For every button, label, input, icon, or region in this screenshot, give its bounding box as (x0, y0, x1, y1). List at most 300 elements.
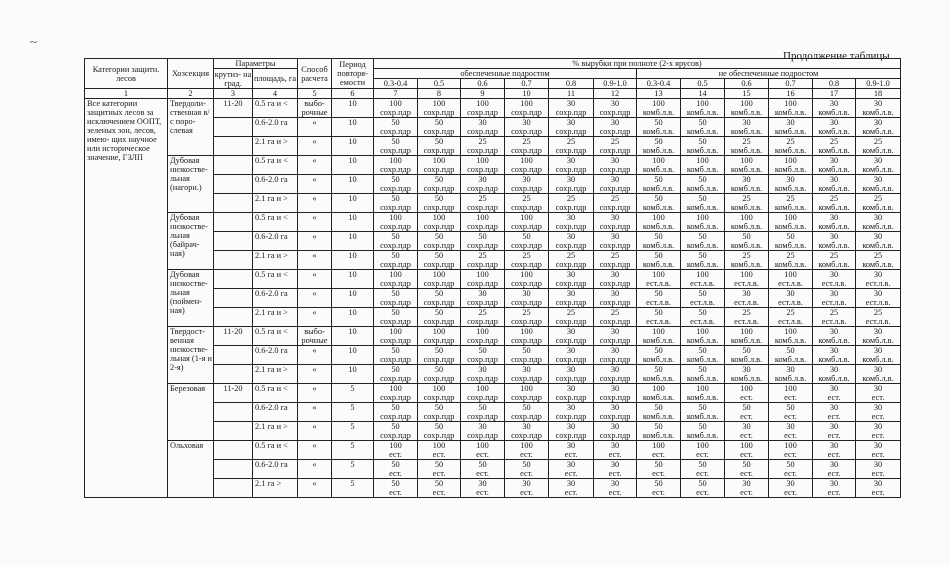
value-cell (769, 251, 813, 270)
slope-cell (214, 232, 253, 251)
value-cell (637, 270, 681, 289)
value-cell (813, 137, 856, 156)
value-cell (681, 213, 725, 232)
cut-percent: 30 (566, 403, 576, 412)
value-cell (374, 270, 418, 289)
slope-cell (214, 156, 253, 175)
regeneration-type: комб.л.в. (818, 108, 850, 117)
regeneration-type: комб.л.в. (818, 184, 850, 193)
value-cell (461, 194, 505, 213)
regeneration-type: комб.л.в. (818, 260, 850, 269)
cut-percent: 30 (786, 289, 795, 298)
period-cell: 10 (332, 99, 374, 118)
value-cell (549, 384, 594, 403)
regeneration-type: комб.л.в. (642, 184, 675, 193)
section-cell: Твердост- венная низкостве- льная (1-я и 2-я) (168, 327, 214, 384)
value-cell (594, 194, 637, 213)
value-cell (813, 422, 856, 441)
cut-percent: 25 (829, 251, 839, 260)
regeneration-type: комб.л.в. (686, 355, 719, 364)
cut-percent: 30 (829, 479, 839, 488)
regeneration-type: сохр.пдр (599, 374, 631, 383)
cut-percent: 25 (478, 137, 487, 146)
value-cell (549, 403, 594, 422)
cut-percent: 50 (478, 346, 487, 355)
regeneration-type: ест.л.в. (778, 298, 803, 307)
regeneration-type: комб.л.в. (730, 146, 763, 155)
method-cell: « (298, 232, 332, 251)
cut-percent: 100 (520, 384, 533, 393)
value-cell (856, 156, 901, 175)
value-cell (418, 232, 461, 251)
value-cell (461, 422, 505, 441)
value-cell (549, 156, 594, 175)
value-cell (856, 365, 901, 384)
regeneration-type: ест.л.в. (690, 279, 715, 288)
regeneration-type: комб.л.в. (774, 336, 807, 345)
cut-percent: 100 (740, 327, 753, 336)
regeneration-type: сохр.пдр (555, 241, 587, 250)
regeneration-type: сохр.пдр (599, 317, 631, 326)
value-cell (769, 308, 813, 327)
value-cell (549, 175, 594, 194)
cut-percent: 100 (389, 156, 402, 165)
cut-percent: 30 (742, 365, 751, 374)
cutting-table (84, 58, 901, 498)
cut-percent: 100 (696, 213, 709, 222)
value-cell (856, 403, 901, 422)
regeneration-type: сохр.пдр (467, 317, 498, 326)
cut-percent: 25 (742, 308, 751, 317)
cut-percent: 100 (520, 156, 533, 165)
regeneration-type: сохр.пдр (599, 412, 631, 421)
cut-percent: 100 (740, 384, 753, 393)
method-cell: выбо- рочные (298, 327, 332, 346)
cut-percent: 100 (784, 156, 797, 165)
value-cell (418, 289, 461, 308)
value-cell (461, 213, 505, 232)
regeneration-type: сохр.пдр (511, 336, 542, 345)
value-cell (461, 460, 505, 479)
regeneration-type: комб.л.в. (774, 165, 807, 174)
value-cell (461, 327, 505, 346)
regeneration-type: ест.л.в. (646, 317, 671, 326)
cut-percent: 100 (432, 384, 446, 393)
cut-percent: 100 (740, 156, 753, 165)
regeneration-type: сохр.пдр (555, 108, 587, 117)
area-cell: 0.5 га и < (253, 156, 298, 175)
regeneration-type: комб.л.в. (642, 336, 675, 345)
regeneration-type: ест. (564, 469, 578, 478)
cut-percent: 25 (873, 137, 883, 146)
cut-percent: 30 (873, 213, 883, 222)
value-cell (505, 479, 549, 498)
regeneration-type: ест. (564, 488, 578, 497)
cut-percent: 100 (520, 213, 533, 222)
regeneration-type: сохр.пдр (467, 336, 498, 345)
cut-percent: 30 (566, 441, 576, 450)
column-number: 14 (681, 89, 725, 99)
regeneration-type: сохр.пдр (599, 279, 631, 288)
cut-percent: 50 (478, 232, 487, 241)
regeneration-type: ест. (696, 488, 709, 497)
value-cell (681, 99, 725, 118)
cut-percent: 30 (829, 175, 839, 184)
column-number: 18 (856, 89, 901, 99)
cut-percent: 100 (432, 441, 446, 450)
cut-percent: 50 (786, 232, 795, 241)
cut-percent: 30 (478, 118, 487, 127)
value-cell (769, 403, 813, 422)
cut-percent: 50 (698, 308, 707, 317)
regeneration-type: ест. (520, 469, 533, 478)
regeneration-type: комб.л.в. (818, 127, 850, 136)
regeneration-type: комб.л.в. (730, 336, 763, 345)
cut-percent: 50 (522, 403, 531, 412)
cut-percent: 30 (873, 289, 883, 298)
value-cell (374, 441, 418, 460)
value-cell (769, 346, 813, 365)
cut-percent: 50 (434, 422, 444, 431)
column-number: 10 (505, 89, 549, 99)
value-cell (725, 441, 769, 460)
value-cell (461, 403, 505, 422)
value-cell (594, 99, 637, 118)
period-cell: 10 (332, 308, 374, 327)
slope-cell: 11-20 (214, 327, 253, 346)
regeneration-type: комб.л.в. (730, 222, 763, 231)
area-cell: 0.6-2.0 га (253, 403, 298, 422)
slope-cell: 11-20 (214, 99, 253, 118)
slope-cell (214, 365, 253, 384)
value-cell (418, 118, 461, 137)
cut-percent: 25 (786, 194, 795, 203)
value-cell (637, 403, 681, 422)
cut-percent: 30 (829, 99, 839, 108)
value-cell (505, 194, 549, 213)
period-cell: 10 (332, 194, 374, 213)
cut-percent: 25 (786, 137, 795, 146)
value-cell (637, 308, 681, 327)
cut-percent: 30 (829, 232, 839, 241)
area-cell: 0.6-2.0 га (253, 118, 298, 137)
cut-percent: 50 (698, 232, 707, 241)
cut-percent: 25 (786, 251, 795, 260)
value-cell (725, 308, 769, 327)
cut-percent: 30 (786, 479, 795, 488)
method-cell: « (298, 137, 332, 156)
header-section: Хозсекция (168, 59, 214, 89)
value-cell (725, 460, 769, 479)
slope-cell (214, 251, 253, 270)
cut-percent: 100 (784, 213, 797, 222)
method-cell: « (298, 460, 332, 479)
cut-percent: 50 (698, 479, 707, 488)
cut-percent: 30 (566, 270, 576, 279)
cut-percent: 100 (696, 441, 709, 450)
regeneration-type: ест. (871, 469, 885, 478)
regeneration-type: ест. (827, 393, 841, 402)
cut-percent: 30 (566, 365, 576, 374)
method-cell: « (298, 365, 332, 384)
cut-percent: 50 (522, 232, 531, 241)
section-cell: Березовая (168, 384, 214, 441)
cut-percent: 100 (740, 213, 753, 222)
value-cell (418, 194, 461, 213)
regeneration-type: ест. (652, 469, 665, 478)
regeneration-type: сохр.пдр (380, 146, 411, 155)
header-slope: крутиз- на град. (214, 69, 252, 88)
regeneration-type: ест. (827, 412, 841, 421)
regeneration-type: сохр.пдр (380, 336, 411, 345)
cut-percent: 100 (476, 99, 489, 108)
area-cell: 0.5 га и < (253, 270, 298, 289)
value-cell (769, 422, 813, 441)
regeneration-type: сохр.пдр (555, 127, 587, 136)
cut-percent: 50 (654, 346, 663, 355)
regeneration-type: сохр.пдр (511, 298, 542, 307)
regeneration-type: сохр.пдр (423, 298, 455, 307)
cut-percent: 50 (742, 403, 751, 412)
value-cell (637, 479, 681, 498)
value-cell (594, 232, 637, 251)
column-number: 11 (549, 89, 594, 99)
method-cell: « (298, 384, 332, 403)
cut-percent: 25 (522, 308, 531, 317)
period-cell: 5 (332, 460, 374, 479)
regeneration-type: сохр.пдр (467, 431, 498, 440)
cut-percent: 50 (522, 346, 531, 355)
regeneration-type: комб.л.в. (862, 184, 894, 193)
regeneration-type: ест. (389, 469, 402, 478)
regeneration-type: комб.л.в. (730, 165, 763, 174)
regeneration-type: сохр.пдр (511, 355, 542, 364)
header-category: Категории защитн. лесов (85, 59, 168, 89)
value-cell (594, 422, 637, 441)
regeneration-type: комб.л.в. (862, 127, 894, 136)
cut-percent: 30 (522, 479, 531, 488)
area-cell: 0.5 га и < (253, 99, 298, 118)
value-cell (594, 346, 637, 365)
regeneration-type: сохр.пдр (511, 412, 542, 421)
value-cell (813, 384, 856, 403)
cut-percent: 30 (610, 327, 620, 336)
regeneration-type: сохр.пдр (467, 298, 498, 307)
value-cell (681, 346, 725, 365)
value-cell (374, 194, 418, 213)
value-cell (813, 156, 856, 175)
regeneration-type: комб.л.в. (774, 260, 807, 269)
regeneration-type: сохр.пдр (380, 241, 411, 250)
cut-percent: 25 (522, 194, 531, 203)
cut-percent: 30 (566, 327, 576, 336)
value-cell (769, 232, 813, 251)
value-cell (725, 422, 769, 441)
regeneration-type: ест. (652, 488, 665, 497)
method-cell: « (298, 289, 332, 308)
cut-percent: 50 (698, 137, 707, 146)
value-cell (594, 213, 637, 232)
value-cell (418, 422, 461, 441)
regeneration-type: комб.л.в. (774, 127, 807, 136)
cut-percent: 30 (829, 441, 839, 450)
regeneration-type: комб.л.в. (686, 108, 719, 117)
cut-percent: 30 (610, 156, 620, 165)
regeneration-type: сохр.пдр (467, 279, 498, 288)
value-cell (725, 403, 769, 422)
cut-percent: 50 (478, 460, 487, 469)
regeneration-type: сохр.пдр (380, 393, 411, 402)
area-cell: 0.6-2.0 га (253, 346, 298, 365)
value-cell (549, 251, 594, 270)
cut-percent: 100 (784, 270, 797, 279)
value-cell (461, 346, 505, 365)
area-cell: 0.6-2.0 га (253, 232, 298, 251)
regeneration-type: комб.л.в. (862, 203, 894, 212)
value-cell (418, 137, 461, 156)
value-cell (418, 175, 461, 194)
period-cell: 5 (332, 384, 374, 403)
cut-percent: 30 (522, 289, 531, 298)
value-cell (594, 384, 637, 403)
regeneration-type: сохр.пдр (599, 184, 631, 193)
regeneration-type: комб.л.в. (686, 412, 719, 421)
regeneration-type: сохр.пдр (511, 222, 542, 231)
area-cell: 0.6-2.0 га (253, 289, 298, 308)
cut-percent: 50 (654, 194, 663, 203)
cut-percent: 50 (478, 403, 487, 412)
regeneration-type: сохр.пдр (511, 241, 542, 250)
regeneration-type: сохр.пдр (511, 279, 542, 288)
cut-percent: 100 (696, 384, 709, 393)
regeneration-type: сохр.пдр (467, 184, 498, 193)
regeneration-type: комб.л.в. (642, 165, 675, 174)
value-cell (637, 441, 681, 460)
cut-percent: 100 (389, 99, 402, 108)
regeneration-type: комб.л.в. (774, 203, 807, 212)
cut-percent: 50 (654, 422, 663, 431)
regeneration-type: сохр.пдр (599, 127, 631, 136)
cut-percent: 100 (476, 384, 489, 393)
regeneration-type: сохр.пдр (511, 146, 542, 155)
regeneration-type: ест.л.в. (865, 279, 891, 288)
value-cell (637, 346, 681, 365)
period-cell: 10 (332, 137, 374, 156)
value-cell (549, 308, 594, 327)
value-cell (505, 403, 549, 422)
table-row (85, 156, 901, 175)
section-cell: Твердоли- ственная в/с поро- слевая (168, 99, 214, 156)
cut-percent: 30 (566, 232, 576, 241)
value-cell (856, 194, 901, 213)
regeneration-type: сохр.пдр (555, 184, 587, 193)
cut-percent: 50 (698, 289, 707, 298)
regeneration-type: комб.л.в. (642, 412, 675, 421)
value-cell (725, 384, 769, 403)
value-cell (637, 99, 681, 118)
regeneration-type: комб.л.в. (642, 108, 675, 117)
cut-percent: 100 (784, 99, 797, 108)
cut-percent: 100 (652, 99, 665, 108)
value-cell (549, 365, 594, 384)
value-cell (637, 460, 681, 479)
cut-percent: 25 (829, 137, 839, 146)
cut-percent: 50 (698, 194, 707, 203)
value-cell (505, 308, 549, 327)
cut-percent: 50 (742, 346, 751, 355)
column-number: 6 (332, 89, 374, 99)
value-cell (374, 156, 418, 175)
value-cell (725, 232, 769, 251)
cut-percent: 100 (389, 213, 402, 222)
value-cell (681, 251, 725, 270)
regeneration-type: комб.л.в. (818, 222, 850, 231)
cut-percent: 50 (742, 460, 751, 469)
section-cell: Дубовая низкостве- льная (поймен- ная) (168, 270, 214, 327)
value-cell (856, 213, 901, 232)
cut-percent: 50 (434, 251, 444, 260)
value-cell (769, 479, 813, 498)
value-cell (856, 232, 901, 251)
value-cell (549, 289, 594, 308)
cut-percent: 100 (696, 270, 709, 279)
cut-percent: 30 (610, 346, 620, 355)
value-cell (637, 289, 681, 308)
value-cell (418, 308, 461, 327)
value-cell (637, 194, 681, 213)
column-number: 3 (214, 89, 253, 99)
regeneration-type: ест. (389, 488, 402, 497)
value-cell (505, 118, 549, 137)
value-cell (374, 213, 418, 232)
regeneration-type: комб.л.в. (862, 222, 894, 231)
value-cell (374, 346, 418, 365)
regeneration-type: сохр.пдр (423, 279, 455, 288)
value-cell (505, 213, 549, 232)
cut-percent: 30 (610, 479, 620, 488)
value-cell (681, 194, 725, 213)
cut-percent: 100 (476, 441, 489, 450)
cut-percent: 50 (391, 251, 400, 260)
cut-percent: 25 (829, 194, 839, 203)
cut-percent: 30 (478, 175, 487, 184)
cut-percent: 30 (873, 384, 883, 393)
value-cell (594, 156, 637, 175)
regeneration-type: сохр.пдр (599, 260, 631, 269)
value-cell (725, 194, 769, 213)
cut-percent: 30 (786, 365, 795, 374)
value-cell (725, 156, 769, 175)
value-cell (725, 479, 769, 498)
section-cell: Ольховая (168, 441, 214, 498)
cut-percent: 100 (432, 156, 446, 165)
cut-percent: 50 (522, 460, 531, 469)
regeneration-type: сохр.пдр (511, 184, 542, 193)
value-cell (637, 422, 681, 441)
cut-percent: 30 (742, 479, 751, 488)
area-cell: 0.5 га и < (253, 384, 298, 403)
cut-percent: 30 (873, 175, 883, 184)
section-cell: Дубовая низкостве- льная (нагорн.) (168, 156, 214, 213)
regeneration-type: сохр.пдр (599, 203, 631, 212)
cut-percent: 50 (786, 346, 795, 355)
regeneration-type: ест. (784, 431, 797, 440)
regeneration-type: сохр.пдр (599, 222, 631, 231)
value-cell (813, 99, 856, 118)
value-cell (549, 118, 594, 137)
cut-percent: 50 (654, 137, 663, 146)
value-cell (549, 479, 594, 498)
